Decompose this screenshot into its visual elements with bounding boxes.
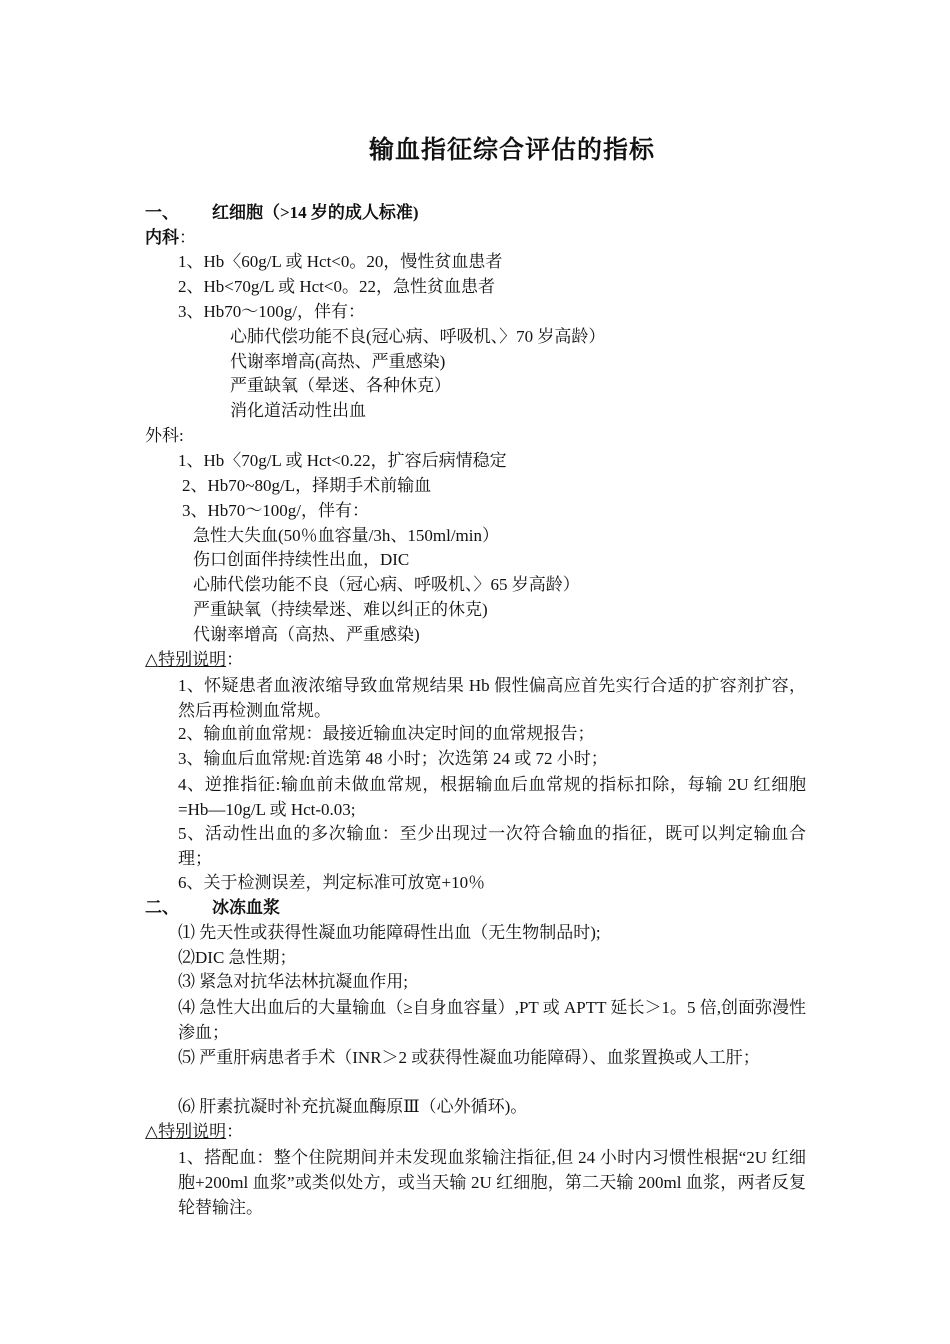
internal-medicine-label bbox=[145, 226, 196, 250]
note-item: 3、输血后血常规:首选第 48 小时；次选第 24 或 72 小时； bbox=[178, 749, 608, 768]
note-item: 4、逆推指征:输血前未做血常规，根据输血后血常规的指标扣除，每输 2U 红细胞=Hb—10g/L 或 Hct-0.03; bbox=[178, 775, 806, 819]
surgery-subitem: 心肺代偿功能不良（冠心病、呼吸机、〉65 岁高龄） bbox=[193, 575, 580, 594]
special-notes-colon: ： bbox=[226, 650, 244, 669]
surgery-subitem: 急性大失血(50％血容量/3h、150ml/min） bbox=[193, 526, 499, 545]
triangle-icon: △ bbox=[145, 1122, 159, 1141]
section-2-number: 二、 bbox=[145, 898, 179, 917]
surgery-item: 1、Hb〈70g/L 或 Hct<0.22，扩容后病情稳定 bbox=[178, 451, 507, 470]
special-notes-label: 特别说明 bbox=[158, 1122, 227, 1141]
surgery-label: 外科: bbox=[145, 426, 184, 445]
section-2-heading: 冰冻血浆 bbox=[212, 898, 280, 917]
internal-subitem: 消化道活动性出血 bbox=[230, 401, 366, 420]
section-1-number: 一、 bbox=[145, 203, 179, 222]
note-item: 1、搭配血：整个住院期间并未发现血浆输注指征,但 24 小时内习惯性根据“2U 红细胞+200ml 血浆”或类似处方，或当天输 2U 红细胞，第二天输 200ml 血浆，两者反复轮替输注。 bbox=[178, 1148, 806, 1217]
section-1-heading: 红细胞（>14 岁的成人标准) bbox=[212, 203, 419, 222]
surgery-subitem: 代谢率增高（高热、严重感染) bbox=[193, 625, 420, 644]
note-item: 1、怀疑患者血液浓缩导致血常规结果 Hb 假性偏高应首先实行合适的扩容剂扩容，然后再检测血常规。 bbox=[178, 676, 806, 720]
internal-item: 2、Hb<70g/L 或 Hct<0。22，急性贫血患者 bbox=[178, 277, 495, 296]
internal-subitem: 代谢率增高(高热、严重感染) bbox=[230, 352, 446, 371]
surgery-subitem: 严重缺氧（持续晕迷、难以纠正的休克) bbox=[193, 600, 488, 619]
internal-subitem: 严重缺氧（晕迷、各种休克） bbox=[230, 376, 451, 395]
plasma-item: ⑹ 肝素抗凝时补充抗凝血酶原Ⅲ（心外循环)。 bbox=[178, 1097, 528, 1116]
special-notes-label: 特别说明 bbox=[158, 650, 227, 669]
surgery-subitem: 伤口创面伴持续性出血，DIC bbox=[193, 550, 410, 569]
note-item: 2、输血前血常规：最接近输血决定时间的血常规报告； bbox=[178, 724, 595, 743]
note-item: 6、关于检测误差，判定标准可放宽+10％ bbox=[178, 873, 486, 892]
internal-item: 3、Hb70～100g/，伴有： bbox=[178, 302, 365, 321]
special-notes-colon: ： bbox=[226, 1122, 244, 1141]
plasma-item: ⑷ 急性大出血后的大量输血（≥自身血容量）,PT 或 APTT 延长＞1。5 倍,创面弥漫性渗血； bbox=[178, 998, 806, 1042]
plasma-item: ⑴ 先天性或获得性凝血功能障碍性出血（无生物制品时); bbox=[178, 923, 601, 942]
plasma-item: ⑵DIC 急性期； bbox=[178, 948, 297, 967]
triangle-icon: △ bbox=[145, 650, 159, 669]
internal-medicine-label-colon: ： bbox=[179, 228, 196, 247]
surgery-item: 3、Hb70～100g/，伴有： bbox=[182, 501, 369, 520]
document-title: 输血指征综合评估的指标 bbox=[368, 135, 655, 164]
internal-item: 1、Hb〈60g/L 或 Hct<0。20，慢性贫血患者 bbox=[178, 252, 503, 271]
plasma-item: ⑸ 严重肝病患者手术（INR＞2 或获得性凝血功能障碍）、血浆置换或人工肝； bbox=[178, 1048, 760, 1067]
note-item: 5、活动性出血的多次输血：至少出现过一次符合输血的指征，既可以判定输血合理； bbox=[178, 824, 806, 868]
special-notes-heading bbox=[145, 648, 243, 672]
internal-subitem: 心肺代偿功能不良(冠心病、呼吸机、〉70 岁高龄） bbox=[230, 327, 606, 346]
plasma-item: ⑶ 紧急对抗华法林抗凝血作用; bbox=[178, 972, 408, 991]
special-notes-heading bbox=[145, 1120, 243, 1144]
surgery-item: 2、Hb70~80g/L，择期手术前输血 bbox=[182, 476, 432, 495]
internal-medicine-label-text: 内科 bbox=[145, 228, 179, 247]
